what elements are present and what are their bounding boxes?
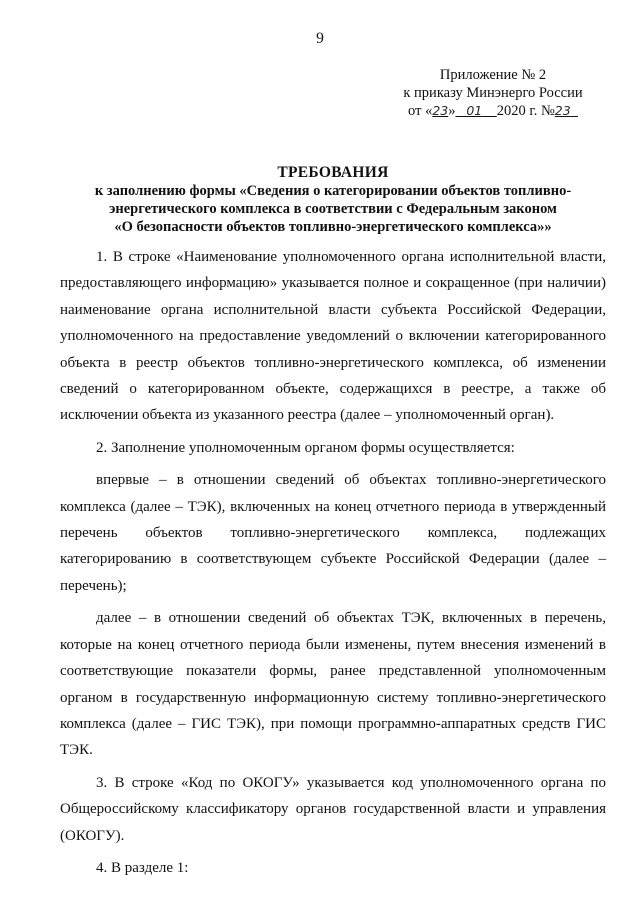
paragraph-1: 1. В строке «Наименование уполномоченного органа исполнительной власти, предоставляющего информацию» указывается полное и сокращенное (при наличии) наименование органа исполнительной власти субъекта Российской Федерации, уполномоченного на предоставление уведомлений о включении категорированного объекта в реестр объектов топливно-энергетического комплекса, об изменении сведений о категорированном объекте, содержащихся в реестре, а также об исключении объекта из указанного реестра (далее – уполномоченный орган). xyxy=(60,249,606,424)
document-heading: ТРЕБОВАНИЯ xyxy=(277,164,389,181)
paragraph-4: далее – в отношении сведений об объектах ТЭК, включенных в перечень, которые на конец отчетного периода были изменены, путем внесения изменений в соответствующие показатели формы, ранее представленной уполномоченным органом в государственную информационную систему топливно-энергетического комплекса (далее – ГИС ТЭК), при помощи программно-аппаратных средств ГИС ТЭК. xyxy=(60,610,606,759)
appendix-title: Приложение № 2 xyxy=(439,67,547,83)
title-line-1: к заполнению формы «Сведения о категорировании объектов топливно- xyxy=(94,183,572,199)
document-title-block xyxy=(60,164,606,236)
paragraph-3: впервые – в отношении сведений об объектах топливно-энергетического комплекса (далее – ТЭК), включенных на конец отчетного периода в утвержденный перечень объектов топливно-энергетического комплекса, подлежащих категорированию в соответствующем субъекте Российской Федерации (далее – перечень); xyxy=(60,472,606,594)
paragraph-6: 4. В разделе 1: xyxy=(96,859,189,876)
appendix-order-ref: к приказу Минэнерго России xyxy=(403,85,583,101)
handwritten-number: 23 xyxy=(554,103,571,118)
document-body xyxy=(60,244,606,881)
appendix-date-line: от «23» 01 2020 г. №23 xyxy=(408,103,571,119)
appendix-block xyxy=(388,66,598,120)
title-line-2: энергетического комплекса в соответствии с Федеральным законом xyxy=(109,201,557,217)
page-number: 9 xyxy=(316,30,324,47)
paragraph-2: 2. Заполнение уполномоченным органом формы осуществляется: xyxy=(96,439,515,456)
handwritten-day: 23 xyxy=(432,103,449,118)
title-line-3: «О безопасности объектов топливно-энергетического комплекса»» xyxy=(114,219,552,235)
handwritten-month: 01 xyxy=(466,103,483,118)
paragraph-5: 3. В строке «Код по ОКОГУ» указывается код уполномоченного органа по Общероссийскому классификатору органов государственной власти и управления (ОКОГУ). xyxy=(60,774,606,844)
